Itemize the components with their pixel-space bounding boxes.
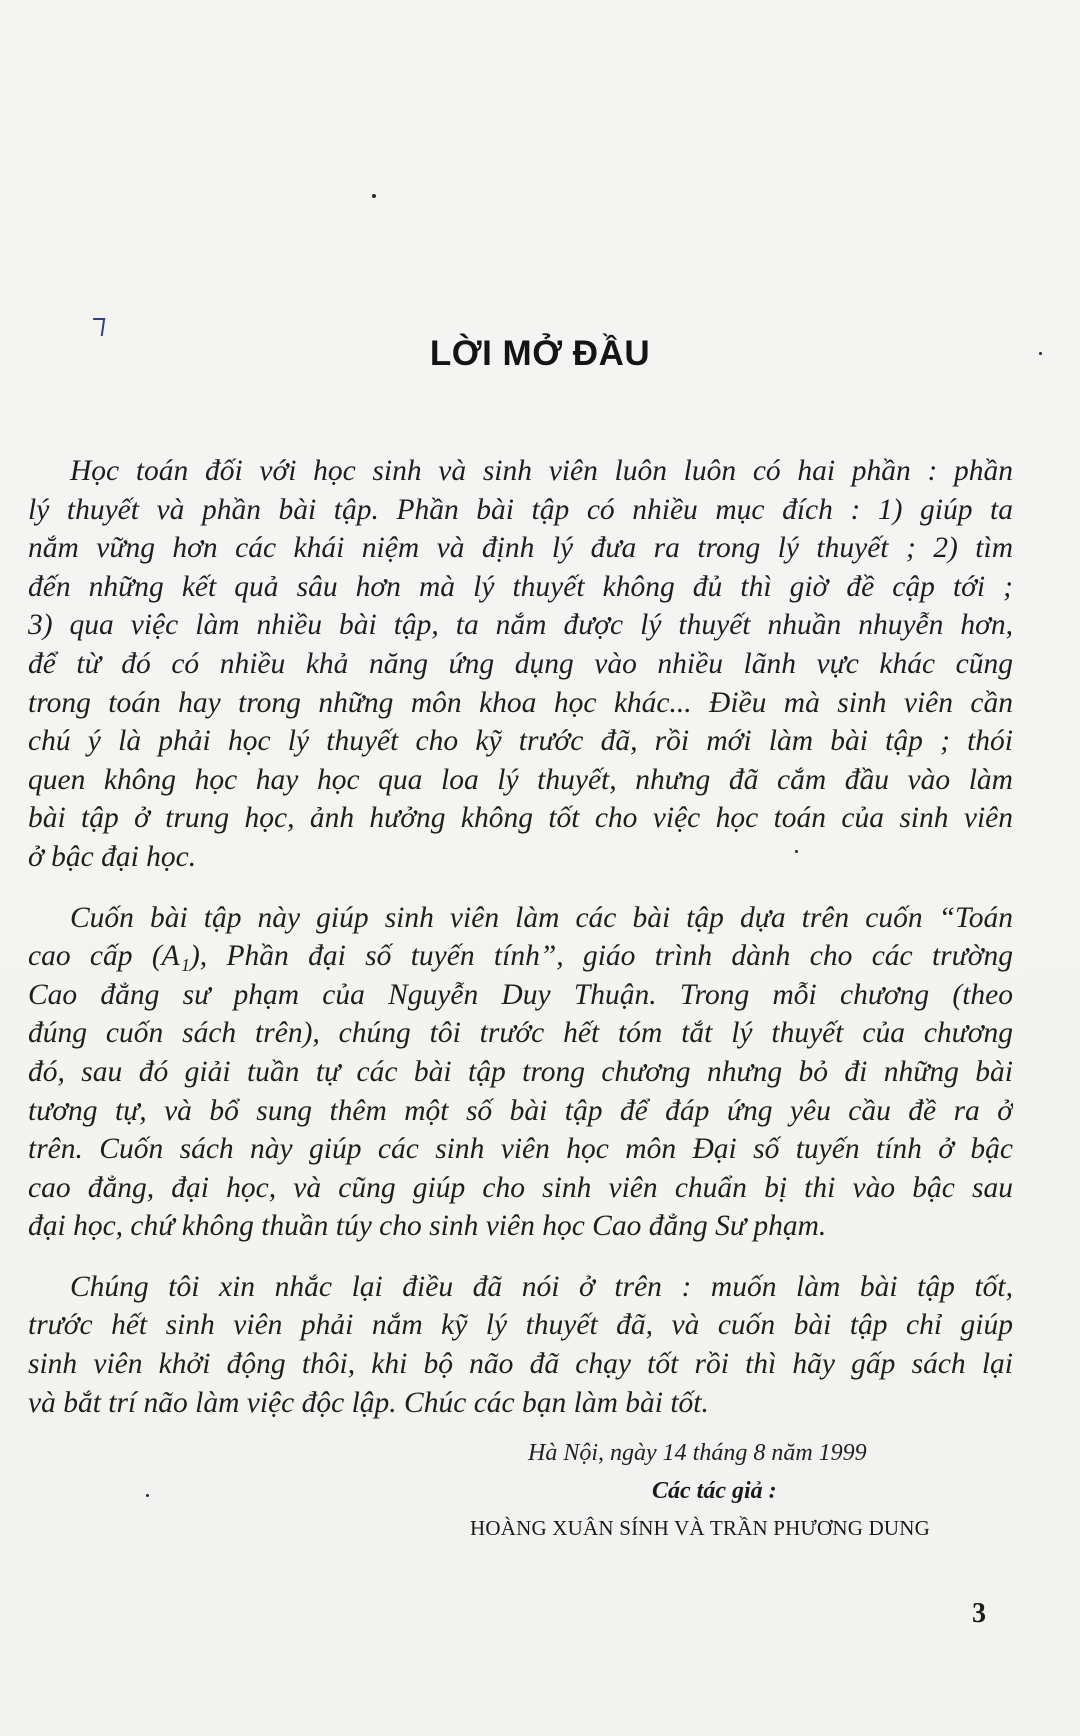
preface-body <box>28 452 1013 1444</box>
text-line: Chúng tôi xin nhắc lại điều đã nói ở trên : muốn làm bài tập tốt, <box>70 1270 1013 1303</box>
authors-label: Các tác giả : <box>652 1478 777 1504</box>
text-line: đó, sau đó giải tuần tự các bài tập trong chương nhưng bỏ đi những bài <box>28 1055 1013 1088</box>
text-line: Học toán đối với học sinh và sinh viên luôn luôn có hai phần : phần <box>70 455 1013 487</box>
paragraph-2 <box>28 899 1013 1246</box>
text-line: cao cấp (A₁), Phần đại số tuyến tính”, giáo trình dành cho các trường <box>28 940 1013 973</box>
text-line: trước hết sinh viên phải nắm kỹ lý thuyết đã, và cuốn bài tập chỉ giúp <box>28 1309 1013 1342</box>
text-line: cao đẳng, đại học, và cũng giúp cho sinh viên chuẩn bị thi vào bậc sau <box>28 1171 1013 1204</box>
text-line: bài tập ở trung học, ảnh hưởng không tốt cho việc học toán của sinh viên <box>28 802 1013 835</box>
page-number: 3 <box>972 1598 986 1629</box>
text-line: sinh viên khởi động thôi, khi bộ não đã chạy tốt rồi thì hãy gấp sách lại <box>28 1348 1013 1381</box>
text-line: lý thuyết và phần bài tập. Phần bài tập có nhiều mục đích : 1) giúp ta <box>28 493 1013 526</box>
text-line: đại học, chứ không thuần túy cho sinh viên học Cao đẳng Sư phạm. <box>28 1210 827 1243</box>
text-line: để từ đó có nhiều khả năng ứng dụng vào nhiều lãnh vực khác cũng <box>28 647 1013 680</box>
text-line: quen không học hay học qua loa lý thuyết, nhưng đã cắm đầu vào làm <box>28 763 1013 796</box>
text-line: tương tự, và bổ sung thêm một số bài tập để đáp ứng yêu cầu đề ra ở <box>28 1094 1013 1127</box>
text-line: trong toán hay trong những môn khoa học khác... Điều mà sinh viên cần <box>28 686 1013 719</box>
paragraph-3 <box>28 1268 1013 1422</box>
paragraph-1 <box>28 452 1013 877</box>
text-line: chú ý là phải học lý thuyết cho kỹ trước đã, rồi mới làm bài tập ; thói <box>28 725 1013 758</box>
place-date: Hà Nội, ngày 14 tháng 8 năm 1999 <box>528 1440 867 1466</box>
page-title: LỜI MỞ ĐẦU <box>429 334 651 373</box>
text-line: 3) qua việc làm nhiều bài tập, ta nắm được lý thuyết nhuần nhuyễn hơn, <box>28 609 1013 642</box>
text-line: nắm vững hơn các khái niệm và định lý đưa ra trong lý thuyết ; 2) tìm <box>28 532 1013 565</box>
text-line: và bắt trí não làm việc độc lập. Chúc các bạn làm bài tốt. <box>28 1386 709 1419</box>
text-line: ở bậc đại học. <box>28 840 197 873</box>
ink-speck <box>146 1494 149 1497</box>
authors-names: HOÀNG XUÂN SÍNH VÀ TRẦN PHƯƠNG DUNG <box>470 1516 931 1540</box>
ink-speck <box>372 194 376 198</box>
text-line: đến những kết quả sâu hơn mà lý thuyết không đủ thì giờ đề cập tới ; <box>28 570 1013 603</box>
text-line: trên. Cuốn sách này giúp các sinh viên học môn Đại số tuyến tính ở bậc <box>28 1133 1013 1166</box>
text-line: Cuốn bài tập này giúp sinh viên làm các bài tập dựa trên cuốn “Toán <box>70 901 1013 934</box>
text-line: đúng cuốn sách trên), chúng tôi trước hết tóm tắt lý thuyết của chương <box>28 1017 1013 1050</box>
text-line: Cao đẳng sư phạm của Nguyễn Duy Thuận. Trong mỗi chương (theo <box>28 978 1013 1011</box>
